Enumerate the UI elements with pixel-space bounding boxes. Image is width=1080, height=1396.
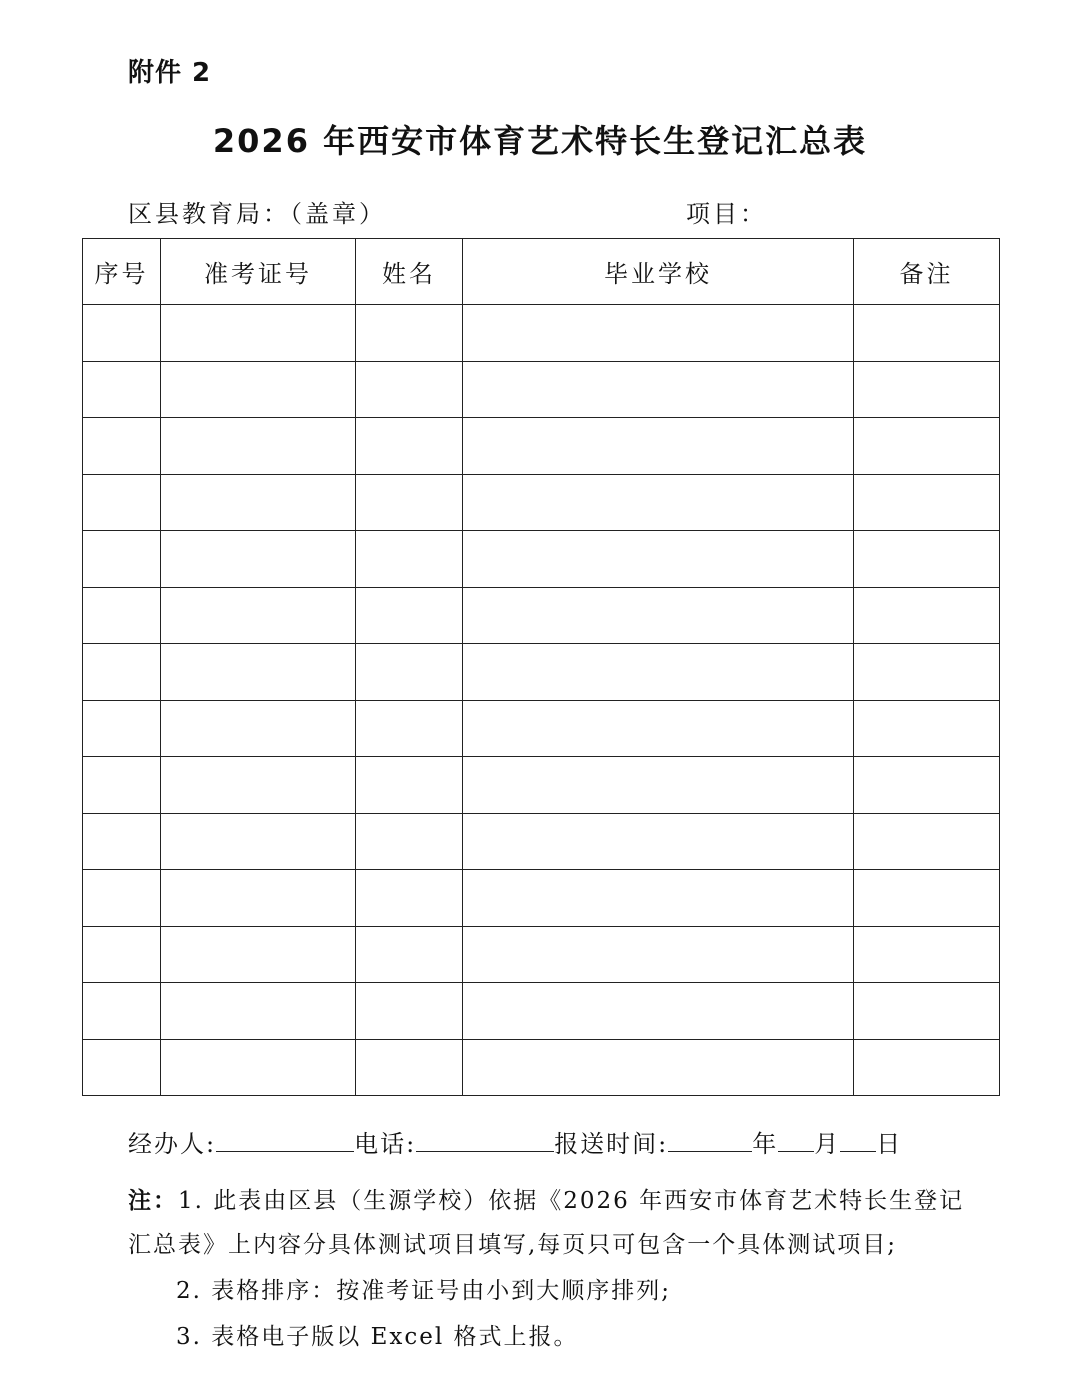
table-cell[interactable] bbox=[356, 813, 463, 870]
table-cell[interactable] bbox=[854, 361, 1000, 418]
header-name: 姓名 bbox=[356, 239, 463, 305]
header-serial-number: 序号 bbox=[83, 239, 161, 305]
table-cell[interactable] bbox=[161, 361, 356, 418]
table-cell[interactable] bbox=[161, 700, 356, 757]
phone-blank[interactable] bbox=[416, 1127, 554, 1152]
table-cell[interactable] bbox=[83, 531, 161, 588]
table-cell[interactable] bbox=[161, 418, 356, 475]
table-cell[interactable] bbox=[463, 926, 854, 983]
table-cell[interactable] bbox=[854, 757, 1000, 814]
registration-table bbox=[82, 238, 1000, 1096]
table-cell[interactable] bbox=[356, 531, 463, 588]
note-1-text: 1. 此表由区县（生源学校）依据《2026 年西安市体育艺术特长生登记 bbox=[178, 1188, 965, 1214]
table-cell[interactable] bbox=[463, 870, 854, 927]
table-cell[interactable] bbox=[854, 700, 1000, 757]
handler-label: 经办人: bbox=[128, 1130, 217, 1158]
table-cell[interactable] bbox=[356, 644, 463, 701]
table-cell[interactable] bbox=[854, 870, 1000, 927]
table-cell[interactable] bbox=[356, 305, 463, 362]
table-cell[interactable] bbox=[463, 361, 854, 418]
table-cell[interactable] bbox=[83, 361, 161, 418]
month-label: 月 bbox=[814, 1130, 841, 1158]
table-row bbox=[83, 757, 1000, 814]
table-row bbox=[83, 305, 1000, 362]
table-cell[interactable] bbox=[463, 700, 854, 757]
table-cell[interactable] bbox=[356, 1039, 463, 1096]
table-cell[interactable] bbox=[161, 644, 356, 701]
table-body bbox=[83, 305, 1000, 1096]
table-row bbox=[83, 813, 1000, 870]
table-row bbox=[83, 361, 1000, 418]
table-cell[interactable] bbox=[854, 926, 1000, 983]
table-row bbox=[83, 587, 1000, 644]
phone-label: 电话: bbox=[354, 1130, 417, 1158]
table-cell[interactable] bbox=[161, 587, 356, 644]
table-cell[interactable] bbox=[83, 1039, 161, 1096]
table-cell[interactable] bbox=[83, 813, 161, 870]
table-row bbox=[83, 531, 1000, 588]
note-line-1 bbox=[128, 1182, 964, 1215]
table-row bbox=[83, 983, 1000, 1040]
project-label: 项目： bbox=[686, 200, 767, 228]
table-cell[interactable] bbox=[161, 757, 356, 814]
table-cell[interactable] bbox=[463, 757, 854, 814]
table-cell[interactable] bbox=[463, 587, 854, 644]
note-line-2: 2. 表格排序：按准考证号由小到大顺序排列; bbox=[176, 1278, 672, 1304]
table-cell[interactable] bbox=[356, 757, 463, 814]
footer-signature-line bbox=[128, 1124, 902, 1159]
note-prefix: 注： bbox=[128, 1188, 178, 1214]
table-row bbox=[83, 700, 1000, 757]
table-row bbox=[83, 1039, 1000, 1096]
table-row bbox=[83, 870, 1000, 927]
page-title: 2026 年西安市体育艺术特长生登记汇总表 bbox=[212, 122, 868, 160]
table-cell[interactable] bbox=[161, 813, 356, 870]
table-header-row bbox=[83, 239, 1000, 305]
table-cell[interactable] bbox=[463, 1039, 854, 1096]
table-cell[interactable] bbox=[356, 870, 463, 927]
note-line-3: 3. 表格电子版以 Excel 格式上报。 bbox=[176, 1324, 579, 1350]
table-cell[interactable] bbox=[161, 305, 356, 362]
table-cell[interactable] bbox=[854, 983, 1000, 1040]
attachment-label: 附件 2 bbox=[128, 58, 212, 88]
header-graduation-school: 毕业学校 bbox=[463, 239, 854, 305]
table-cell[interactable] bbox=[463, 813, 854, 870]
table-cell[interactable] bbox=[356, 587, 463, 644]
table-cell[interactable] bbox=[83, 870, 161, 927]
table-cell[interactable] bbox=[161, 870, 356, 927]
month-blank[interactable] bbox=[778, 1127, 814, 1152]
year-blank[interactable] bbox=[668, 1127, 752, 1152]
table-cell[interactable] bbox=[854, 418, 1000, 475]
table-cell[interactable] bbox=[83, 474, 161, 531]
table-cell[interactable] bbox=[356, 418, 463, 475]
table-cell[interactable] bbox=[854, 813, 1000, 870]
table-cell[interactable] bbox=[83, 418, 161, 475]
table-cell[interactable] bbox=[463, 474, 854, 531]
table-cell[interactable] bbox=[356, 700, 463, 757]
table-row bbox=[83, 418, 1000, 475]
table-cell[interactable] bbox=[83, 305, 161, 362]
day-blank[interactable] bbox=[840, 1127, 876, 1152]
table-cell[interactable] bbox=[854, 587, 1000, 644]
table-cell[interactable] bbox=[83, 983, 161, 1040]
table-cell[interactable] bbox=[356, 361, 463, 418]
year-label: 年 bbox=[752, 1130, 779, 1158]
table-cell[interactable] bbox=[356, 474, 463, 531]
table-row bbox=[83, 926, 1000, 983]
table-cell[interactable] bbox=[356, 926, 463, 983]
table-cell[interactable] bbox=[161, 531, 356, 588]
day-label: 日 bbox=[876, 1130, 903, 1158]
table-cell[interactable] bbox=[463, 305, 854, 362]
table-cell[interactable] bbox=[854, 644, 1000, 701]
table-cell[interactable] bbox=[356, 983, 463, 1040]
table-row bbox=[83, 644, 1000, 701]
table-cell[interactable] bbox=[463, 531, 854, 588]
table-cell[interactable] bbox=[83, 926, 161, 983]
table-cell[interactable] bbox=[463, 418, 854, 475]
table-cell[interactable] bbox=[83, 700, 161, 757]
table-cell[interactable] bbox=[854, 305, 1000, 362]
table-cell[interactable] bbox=[83, 587, 161, 644]
table-cell[interactable] bbox=[83, 757, 161, 814]
table-cell[interactable] bbox=[161, 474, 356, 531]
table-cell[interactable] bbox=[161, 983, 356, 1040]
note-line-1-continued: 汇总表》上内容分具体测试项目填写,每页只可包含一个具体测试项目; bbox=[128, 1232, 898, 1258]
table-cell[interactable] bbox=[161, 1039, 356, 1096]
header-remarks: 备注 bbox=[854, 239, 1000, 305]
header-exam-ticket-number: 准考证号 bbox=[161, 239, 356, 305]
table-cell[interactable] bbox=[854, 474, 1000, 531]
district-stamp-label: 区县教育局：（盖章） bbox=[128, 200, 386, 228]
submit-time-label: 报送时间: bbox=[554, 1130, 669, 1158]
table-cell[interactable] bbox=[854, 1039, 1000, 1096]
table-cell[interactable] bbox=[463, 644, 854, 701]
table-row bbox=[83, 474, 1000, 531]
table-cell[interactable] bbox=[161, 926, 356, 983]
table-cell[interactable] bbox=[854, 531, 1000, 588]
handler-blank[interactable] bbox=[216, 1127, 354, 1152]
table-cell[interactable] bbox=[83, 644, 161, 701]
table-cell[interactable] bbox=[463, 983, 854, 1040]
